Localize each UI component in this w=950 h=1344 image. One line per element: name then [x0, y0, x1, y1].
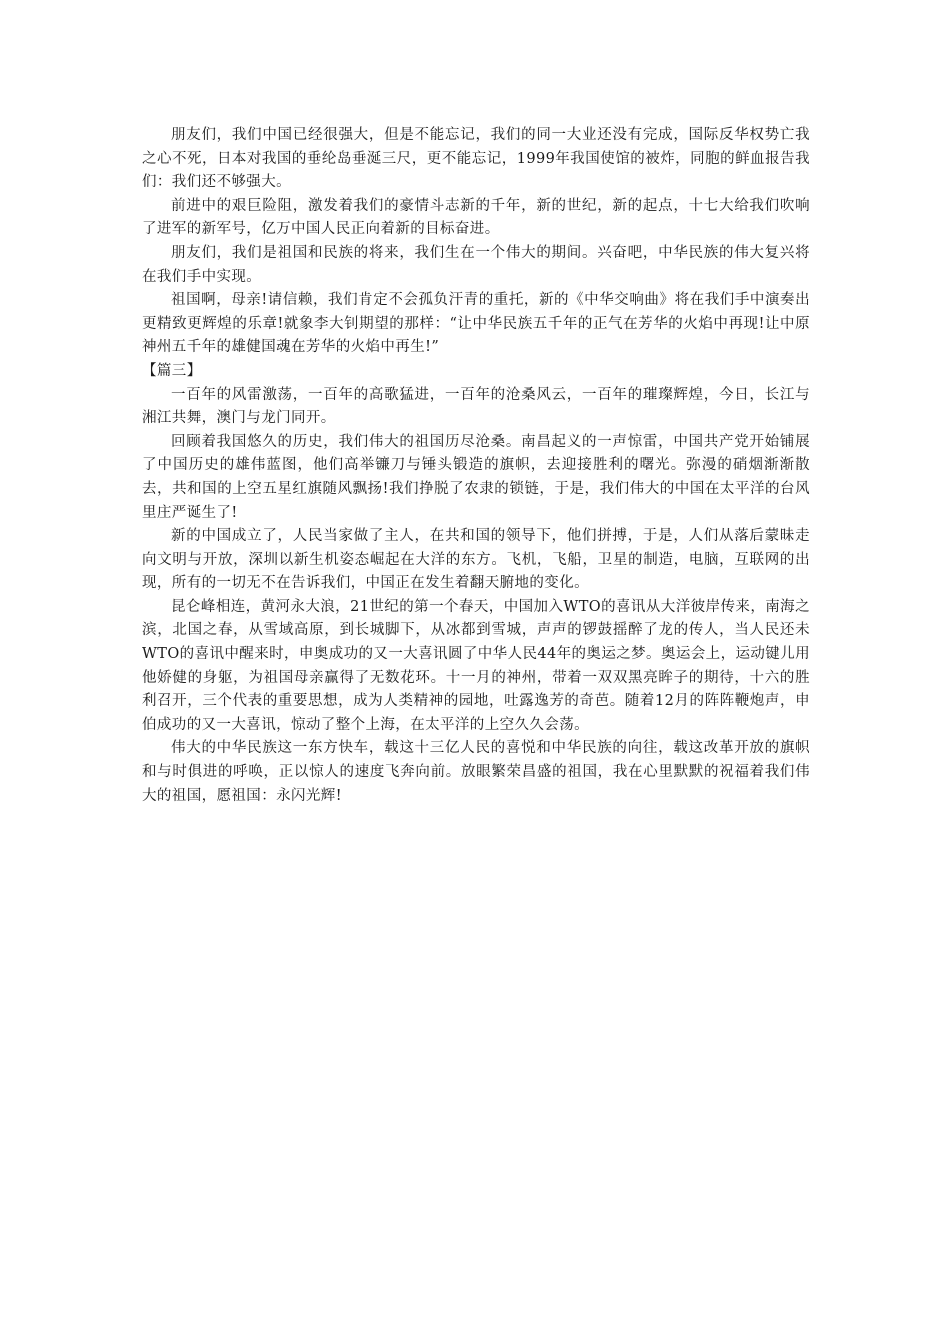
section-heading: 【篇三】 [142, 362, 202, 379]
paragraph: 一百年的风雷激荡，一百年的高歌猛进，一百年的沧桑风云，一百年的璀璨辉煌，今日，长江与湘江共舞，澳门与龙门同开。 [142, 386, 810, 427]
paragraph: 昆仑峰相连，黄河永大浪，21世纪的第一个春天，中国加入WTO的喜讯从大洋彼岸传来，南海之滨，北国之春，从雪域高原，到长城脚下，从冰都到雪城，声声的锣鼓摇醉了龙的传人，当人民还未WTO的喜讯中醒来时，申奥成功的又一大喜讯圆了中华人民44年的奥运之梦。奥运会上，运动键儿用他娇健的身躯，为祖国母亲赢得了无数花环。十一月的神州，带着一双双黑亮眸子的期待，十六的胜利召开，三个代表的重要思想，成为人类精神的园地，吐露逸芳的奇芭。随着12月的阵阵鞭炮声，申伯成功的又一大喜讯，惊动了整个上海，在太平洋的上空久久会荡。 [142, 598, 810, 733]
paragraph: 祖国啊，母亲!请信赖，我们肯定不会孤负汗青的重托，新的《中华交响曲》将在我们手中演奏出更精致更辉煌的乐章!就象李大钊期望的那样：“让中华民族五千年的正气在芳华的火焰中再现!让中原神州五千年的雄健国魂在芳华的火焰中再生!” [142, 292, 810, 356]
document-body [142, 124, 810, 808]
paragraph: 前进中的艰巨险阻，激发着我们的豪情斗志新的千年，新的世纪，新的起点，十七大给我们吹响了进军的新军号，亿万中国人民正向着新的目标奋进。 [142, 197, 810, 238]
paragraph: 朋友们，我们中国已经很强大，但是不能忘记，我们的同一大业还没有完成，国际反华权势亡我之心不死，日本对我国的垂纶岛垂涎三尺，更不能忘记，1999年我国使馆的被炸，同胞的鲜血报告我们：我们还不够强大。 [142, 127, 810, 191]
paragraph: 伟大的中华民族这一东方快车，载这十三亿人民的喜悦和中华民族的向往，载这改革开放的旗帜和与时俱进的呼唤，正以惊人的速度飞奔向前。放眼繁荣昌盛的祖国，我在心里默默的祝福着我们伟大的祖国，愿祖国：永闪光辉! [142, 740, 810, 804]
paragraph: 新的中国成立了，人民当家做了主人，在共和国的领导下，他们拼搏，于是，人们从落后蒙昧走向文明与开放，深圳以新生机姿态崛起在大洋的东方。飞机，飞船，卫星的制造，电脑，互联网的出现，所有的一切无不在告诉我们，中国正在发生着翻天腑地的变化。 [142, 528, 810, 592]
paragraph: 回顾着我国悠久的历史，我们伟大的祖国历尽沧桑。南昌起义的一声惊雷，中国共产党开始铺展了中国历史的雄伟蓝图，他们高举镰刀与锤头锻造的旗帜，去迎接胜利的曙光。弥漫的硝烟渐渐散去，共和国的上空五星红旗随风飘扬!我们挣脱了农隶的锁链，于是，我们伟大的中国在太平洋的台风里庄严诞生了! [142, 433, 810, 521]
paragraph: 朋友们，我们是祖国和民族的将来，我们生在一个伟大的期间。兴奋吧，中华民族的伟大复兴将在我们手中实现。 [142, 244, 810, 285]
